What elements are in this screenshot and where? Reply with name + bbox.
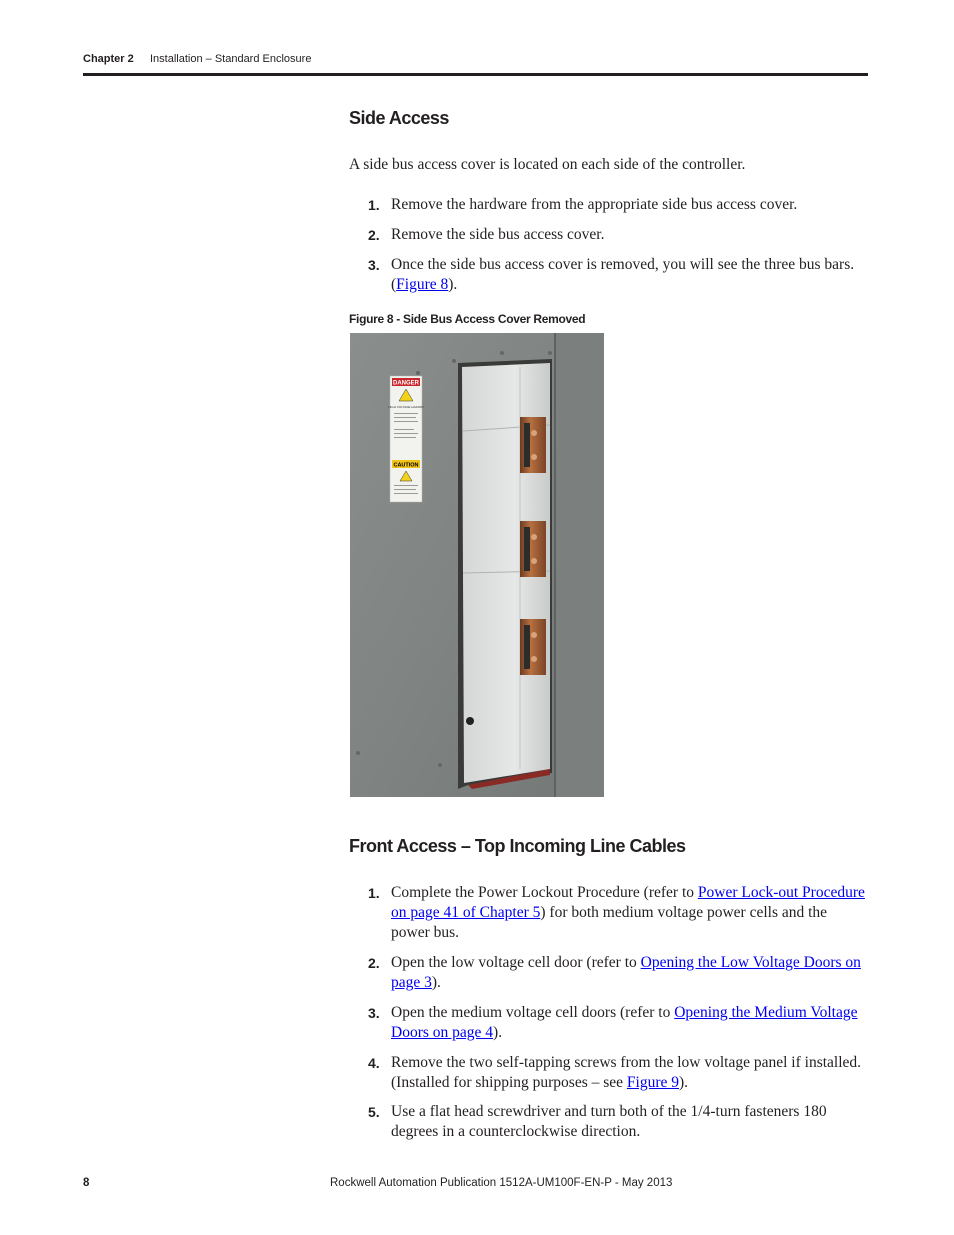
step-number: 2. <box>368 955 380 971</box>
step-text <box>391 883 869 943</box>
hazard-text: HIGH VOLTAGE HAZARD <box>388 405 424 409</box>
step-text: Remove the hardware from the appropriate side bus access cover. <box>391 196 798 213</box>
step-text-part: Once the side bus access cover is removed, you will see the three bus bars. ( <box>391 256 855 293</box>
chapter-title: Installation – Standard Enclosure <box>150 53 312 65</box>
publication-info: Rockwell Automation Publication 1512A-UM100F-EN-P - May 2013 <box>330 1177 673 1189</box>
running-header <box>83 53 868 77</box>
step-text <box>391 255 869 295</box>
section-heading-side-access: Side Access <box>349 108 449 128</box>
step-text-part: ). <box>448 276 458 293</box>
step-number: 3. <box>368 257 380 273</box>
step-text <box>391 1003 869 1043</box>
step-number: 1. <box>368 197 380 213</box>
step-text <box>391 1053 869 1093</box>
caution-text: CAUTION <box>393 462 419 469</box>
step-number: 5. <box>368 1104 380 1120</box>
danger-text: DANGER <box>392 380 420 387</box>
chapter-label: Chapter 2 <box>83 53 134 65</box>
step-text-part: Complete the Power Lockout Procedure (refer to <box>391 884 698 901</box>
side-access-intro: A side bus access cover is located on each side of the controller. <box>349 156 746 173</box>
step-number: 4. <box>368 1055 380 1071</box>
step-text-part: Open the medium voltage cell doors (refer to <box>391 1004 675 1021</box>
step-number: 3. <box>368 1005 380 1021</box>
step-text-part: Remove the two self-tapping screws from the low voltage panel if installed. (Installed for shipping purposes – see <box>391 1054 862 1091</box>
step-number: 2. <box>368 227 380 243</box>
step-text-part: ). <box>679 1074 689 1091</box>
figure-8-link[interactable]: Figure 8 <box>396 276 449 293</box>
step-text-part: Open the low voltage cell door (refer to <box>391 954 641 971</box>
header-rule <box>83 73 868 76</box>
step-text: Remove the side bus access cover. <box>391 226 605 243</box>
step-number: 1. <box>368 885 380 901</box>
step-text-part: ) for both medium voltage power cells and the power bus. <box>391 904 828 941</box>
bus-bar <box>520 521 546 577</box>
medium-voltage-doors-link[interactable]: Opening the Medium Voltage Doors on page 4 <box>391 1004 858 1041</box>
bus-bar <box>520 619 546 675</box>
bus-bar <box>520 417 546 473</box>
step-text-part: ). <box>493 1024 503 1041</box>
step-text-part: ). <box>431 974 441 991</box>
power-lockout-link[interactable]: Power Lock-out Procedure on page 41 of Chapter 5 <box>391 884 865 921</box>
danger-label <box>388 376 424 502</box>
section-heading-front-access: Front Access – Top Incoming Line Cables <box>349 836 686 856</box>
step-text <box>391 953 869 993</box>
figure-caption: Figure 8 - Side Bus Access Cover Removed <box>349 312 586 326</box>
figure-9-link[interactable]: Figure 9 <box>626 1074 679 1091</box>
page-number: 8 <box>83 1177 90 1189</box>
low-voltage-doors-link[interactable]: Opening the Low Voltage Doors on page 3 <box>391 954 861 991</box>
step-text: Use a flat head screwdriver and turn both of the 1/4-turn fasteners 180 degrees in a counterclockwise direction. <box>391 1103 827 1140</box>
side-bus-access-photo <box>350 333 604 797</box>
